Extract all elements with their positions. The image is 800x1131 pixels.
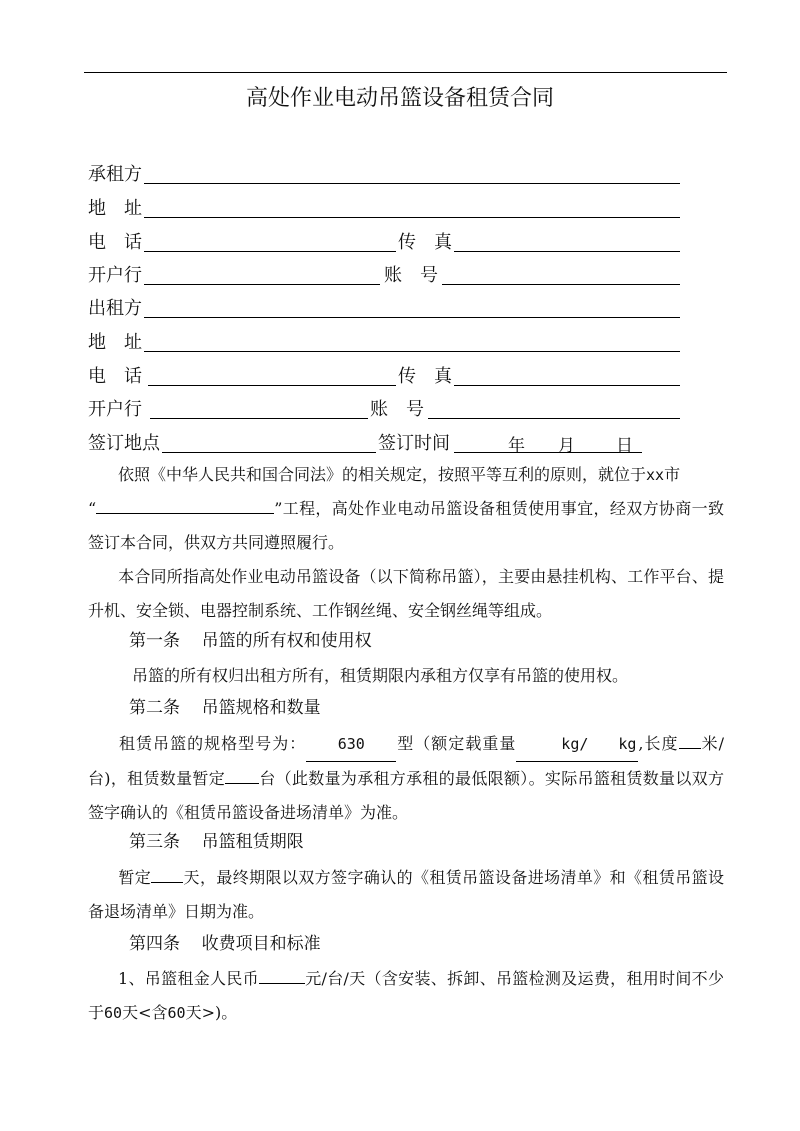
- lessee-name-row: [88, 156, 680, 186]
- lessee-fax-label: 传 真: [398, 232, 452, 253]
- lessee-account-blank[interactable]: [442, 284, 680, 285]
- lessor-bank-row: [88, 391, 680, 421]
- lessee-address-row: [88, 190, 680, 220]
- intro-paragraph-2: [88, 560, 724, 628]
- rent-price-blank[interactable]: [259, 966, 305, 984]
- art4-t3: 天<含: [122, 1003, 168, 1022]
- article-2-title: 吊篮规格和数量: [201, 698, 321, 718]
- lessor-fax-label: 传 真: [398, 366, 452, 387]
- signing-day: 日: [616, 436, 633, 456]
- intro-p1-close: ”工程，高处作业电动吊篮设备租赁使用事宜，经双方协商一致签订本合同，供双方共同遵照履行。: [88, 499, 724, 552]
- lessee-phone-blank[interactable]: [144, 251, 396, 252]
- lessee-fax-blank[interactable]: [454, 251, 680, 252]
- lessee-name-blank[interactable]: [144, 183, 680, 184]
- article-2-number: 第二条: [129, 698, 180, 718]
- top-rule: [84, 72, 727, 73]
- art4-t1: 1、吊篮租金人民币: [118, 969, 259, 988]
- art2-t2: 型（额定载重量: [396, 734, 517, 753]
- art4-t4: 天>)。: [185, 1003, 238, 1022]
- intro-p2: 本合同所指高处作业电动吊篮设备（以下简称吊篮），主要由悬挂机构、工作平台、提升机、安全锁、电器控制系统、工作钢丝绳、安全钢丝绳等组成。: [88, 567, 724, 620]
- article-1-number: 第一条: [129, 631, 180, 651]
- lessee-bank-label: 开户行: [88, 265, 142, 286]
- lessee-address-blank[interactable]: [144, 217, 680, 218]
- art4-t2: 元/台/天（含安装、拆卸、吊篮检测及运费，租用时间不少于: [88, 969, 724, 1022]
- project-name-blank[interactable]: [96, 496, 274, 514]
- art2-t1: 租赁吊篮的规格型号为：: [118, 734, 307, 753]
- lessor-name-row: [88, 290, 680, 320]
- art3-t1: 暂定: [118, 868, 152, 887]
- lessor-fax-blank[interactable]: [454, 385, 680, 386]
- lessor-address-label: 地 址: [88, 332, 142, 353]
- lessee-phone-row: [88, 224, 680, 254]
- quantity-blank[interactable]: [225, 766, 259, 784]
- article-1-heading: [129, 626, 372, 656]
- article-4-heading: [129, 929, 321, 959]
- model-value[interactable]: 630: [306, 727, 396, 762]
- intro-p1-city: xx: [646, 466, 665, 484]
- signing-month: 月: [558, 436, 575, 456]
- article-3-title: 吊篮租赁期限: [201, 832, 304, 852]
- lessor-address-blank[interactable]: [144, 351, 680, 352]
- article-4-number: 第四条: [129, 934, 180, 954]
- lessor-phone-label: 电 话: [88, 366, 142, 387]
- article-2-body: [88, 727, 724, 830]
- rated-load-2[interactable]: kg: [590, 727, 638, 762]
- signing-place-blank[interactable]: [162, 452, 376, 453]
- lessor-phone-blank[interactable]: [148, 385, 396, 386]
- intro-p1-a: 依照《中华人民共和国合同法》的相关规定，按照平等互利的原则，就位于: [118, 465, 647, 484]
- lessor-bank-blank[interactable]: [150, 418, 368, 419]
- length-blank[interactable]: [679, 731, 701, 749]
- min-days-2: 60: [167, 1004, 186, 1022]
- lessee-name-label: 承租方: [88, 164, 142, 185]
- article-3-number: 第三条: [129, 832, 180, 852]
- art3-t2: 天，最终期限以双方签字确认的《租赁吊篮设备进场清单》和《租赁吊篮设备退场清单》日期为准。: [88, 868, 724, 921]
- signing-time-label: 签订时间: [378, 433, 450, 454]
- lease-days-blank[interactable]: [151, 865, 183, 883]
- rated-load-1[interactable]: kg/: [516, 727, 590, 762]
- lessor-address-row: [88, 324, 680, 354]
- lessee-address-label: 地 址: [88, 198, 142, 219]
- intro-paragraph-1: [88, 458, 724, 560]
- intro-p1-b: 市: [664, 465, 681, 484]
- article-3-heading: [129, 827, 304, 857]
- min-days-1: 60: [104, 1004, 123, 1022]
- lessor-bank-label: 开户行: [88, 399, 142, 420]
- article-3-body: [88, 861, 724, 929]
- lessee-bank-blank[interactable]: [144, 284, 380, 285]
- article-4-body: [88, 962, 724, 1030]
- document-title: 高处作业电动吊篮设备租赁合同: [245, 86, 554, 111]
- lessor-name-label: 出租方: [88, 298, 142, 319]
- article-4-title: 收费项目和标准: [201, 934, 321, 954]
- art2-t4: 米/台)，租赁数量暂定: [88, 734, 724, 788]
- article-1-body: 吊篮的所有权归出租方所有，租赁期限内承租方仅享有吊篮的使用权。: [132, 666, 629, 685]
- signing-place-label: 签订地点: [88, 433, 160, 454]
- article-1-title: 吊篮的所有权和使用权: [201, 631, 372, 651]
- lessor-account-label: 账 号: [370, 399, 424, 420]
- lessor-phone-row: [88, 358, 680, 388]
- art2-t3: ,长度: [638, 734, 679, 753]
- lessee-bank-row: [88, 257, 680, 287]
- lessee-account-label: 账 号: [384, 265, 438, 286]
- signing-date-blank[interactable]: [454, 452, 642, 453]
- art2-t5: 台（此数量为承租方承租的最低限额）。实际吊篮租赁数量以双方签字确认的《租赁吊篮设备进场清单》为准。: [88, 769, 724, 822]
- article-2-heading: [129, 693, 321, 723]
- lessor-name-blank[interactable]: [144, 317, 680, 318]
- signing-row: [88, 425, 680, 455]
- lessor-account-blank[interactable]: [428, 418, 680, 419]
- intro-p1-open-quote: “: [88, 499, 97, 518]
- signing-year: 年: [508, 436, 525, 456]
- lessee-phone-label: 电 话: [88, 232, 142, 253]
